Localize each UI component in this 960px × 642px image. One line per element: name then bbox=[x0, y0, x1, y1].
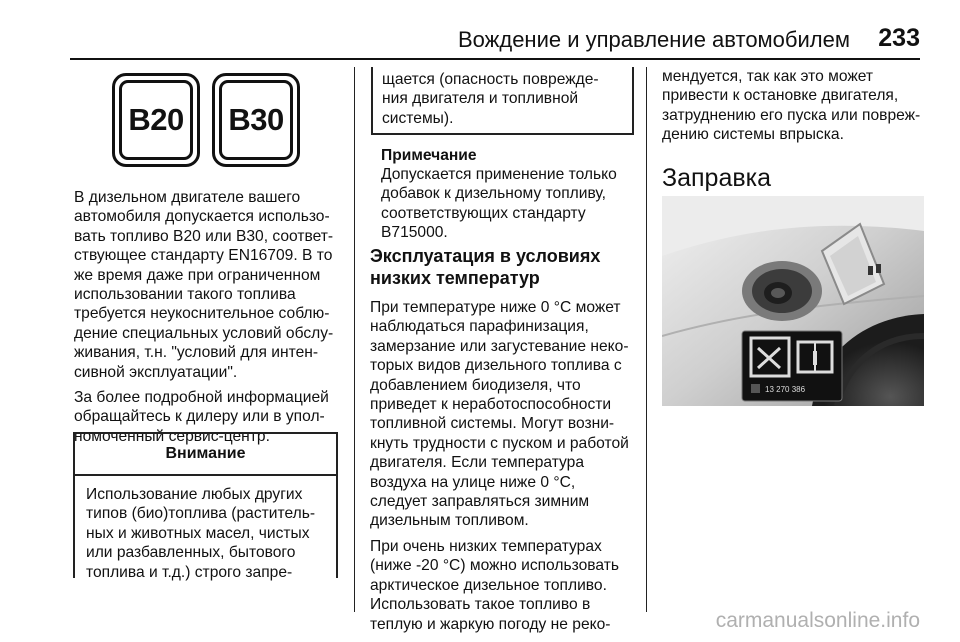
note-block bbox=[381, 146, 636, 243]
fuel-filler-illustration bbox=[662, 196, 924, 406]
header-rule bbox=[70, 58, 920, 60]
fuel-badge-b20-label: B20 bbox=[119, 80, 193, 160]
section-heading: Эксплуатация в условиях низких температур bbox=[370, 246, 601, 288]
watermark: carmanualsonline.info bbox=[715, 609, 920, 632]
fuel-badge-b20 bbox=[112, 73, 200, 167]
running-header-title: Вождение и управление автомобилем bbox=[457, 27, 850, 52]
column-divider-1 bbox=[354, 67, 355, 612]
column-divider-2 bbox=[646, 67, 647, 612]
fuel-badge-b30 bbox=[212, 73, 300, 167]
warning-text: Использование любых других типов (био)топлива (раститель- ных и животных масел, чистых или разбавленных, бытового топлива и т.д.) строго запре- bbox=[86, 486, 316, 581]
col2-text bbox=[370, 245, 640, 634]
paragraph: При очень низких температурах (ниже -20 °C) можно использовать арктическое дизельное топливо. Использовать такое топливо в теплую и жаркую погоду не реко- bbox=[370, 537, 619, 633]
fuel-type-label bbox=[742, 331, 842, 401]
warning-box-continued: щается (опасность поврежде- ния двигателя и топливной системы). bbox=[371, 67, 634, 135]
paragraph: При температуре ниже 0 °C может наблюдаться парафинизация, замерзание или загустевание неко- торых видов дизельного топлива с добавлением биодизеля, что приведет к неработоспособности топливной системы. Могут возни- кнуть трудности с пуском и работой двигателя. Если температура воздуха на улице ниже 0 °C, следует заправляться зимним дизельным топливом. bbox=[370, 299, 629, 530]
warning-box bbox=[73, 432, 338, 581]
note-text: Допускается применение только добавок к дизельному топливу, соответствующих стандарту B715000. bbox=[381, 166, 617, 242]
fuel-badge-b30-label: B30 bbox=[219, 80, 293, 160]
fuel-filler-photo bbox=[662, 196, 924, 406]
page-number: 233 bbox=[878, 24, 920, 52]
col1-text bbox=[74, 188, 346, 446]
note-title: Примечание bbox=[381, 147, 477, 164]
col3-text bbox=[662, 67, 930, 193]
section-heading-refueling: Заправка bbox=[662, 163, 772, 192]
paragraph: В дизельном двигателе вашего автомобиля допускается использо- вать топливо B20 или B30, соответ- ствующее стандарту EN16709. В то же время даже при ограниченном использовании такого топлива требуется неукоснительное соблю- дение специальных условий обслу- живания, т.н. "условий для интен- сивной эксплуатации". bbox=[74, 189, 334, 381]
paragraph: За более подробной информацией обращайтесь к дилеру или в упол- номоченный сервис-центр. bbox=[74, 389, 329, 445]
warning-title: Внимание bbox=[75, 434, 336, 476]
paragraph: мендуется, так как это может привести к остановке двигателя, затруднению его пуска или повреж- дению системы впрыска. bbox=[662, 68, 921, 144]
label-number: 13 270 386 bbox=[765, 385, 806, 394]
